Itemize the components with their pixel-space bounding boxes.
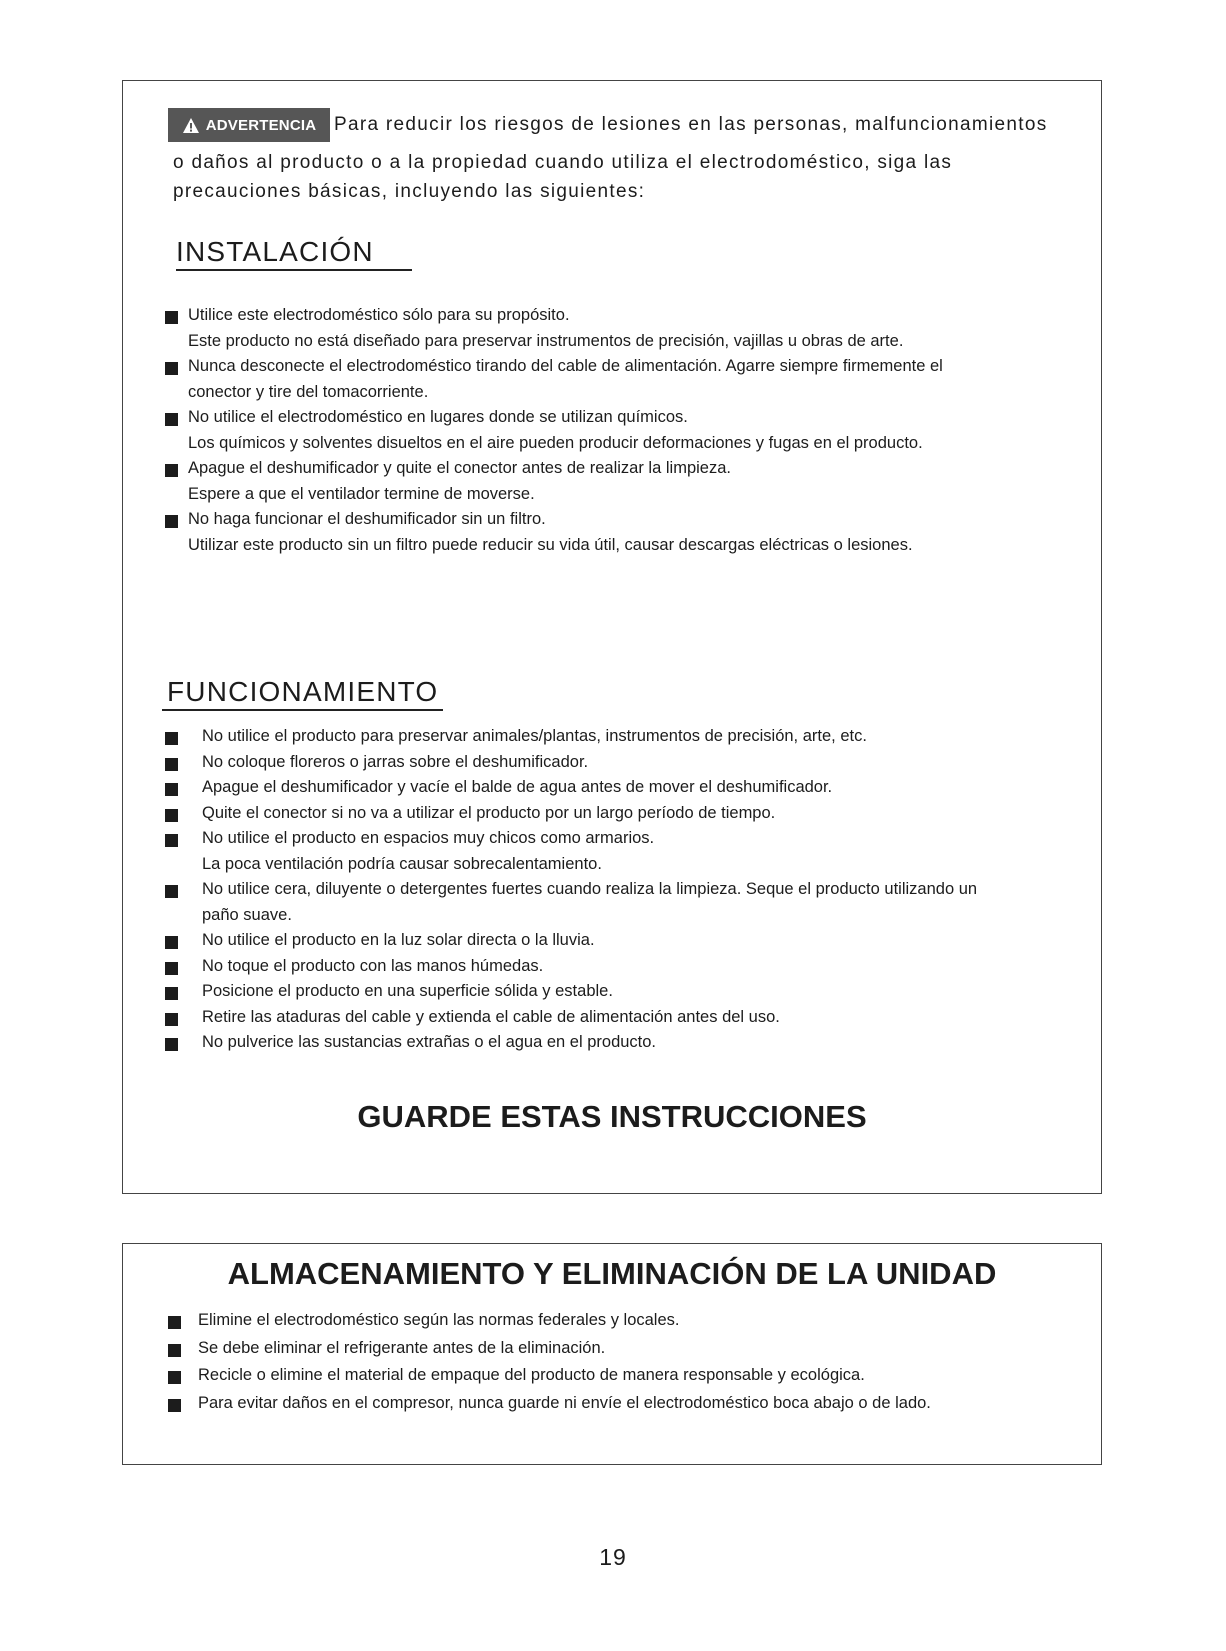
bullet-icon xyxy=(165,732,178,745)
list-item-line: Se debe eliminar el refrigerante antes de la eliminación. xyxy=(198,1338,606,1357)
instalacion-title: INSTALACIÓN xyxy=(176,236,374,267)
bullet-icon xyxy=(168,1316,181,1329)
list-item-line: No utilice el electrodoméstico en lugares donde se utilizan químicos. xyxy=(188,408,688,426)
bullet-icon xyxy=(165,962,178,975)
warning-badge xyxy=(168,108,330,142)
list-item-line: Quite el conector si no va a utilizar el producto por un largo período de tiempo. xyxy=(202,803,776,822)
list-item-line: Posicione el producto en una superficie sólida y estable. xyxy=(202,982,613,1000)
bullet-icon xyxy=(165,515,178,528)
list-item-line: No utilice el producto para preservar animales/plantas, instrumentos de precisión, arte, etc. xyxy=(202,727,867,745)
bullet-icon xyxy=(165,758,178,771)
warning-text-line-2: o daños al producto o a la propiedad cuando utiliza el electrodoméstico, siga las xyxy=(173,152,953,173)
warning-text-line-3: precauciones básicas, incluyendo las siguientes: xyxy=(173,181,646,202)
list-item-line: Los químicos y solventes disueltos en el aire pueden producir deformaciones y fugas en el producto. xyxy=(188,433,923,452)
list-item-line: Retire las ataduras del cable y extienda el cable de alimentación antes del uso. xyxy=(202,1007,780,1026)
funcionamiento-title: FUNCIONAMIENTO xyxy=(167,676,439,707)
list-item-line: No utilice cera, diluyente o detergentes fuertes cuando realiza la limpieza. Seque el producto utilizando un xyxy=(202,880,978,898)
list-item-line: Este producto no está diseñado para preservar instrumentos de precisión, vajillas u obras de arte. xyxy=(188,331,904,350)
bullet-icon xyxy=(165,362,178,375)
list-item-line: Apague el deshumificador y quite el conector antes de realizar la limpieza. xyxy=(188,459,731,477)
bullet-icon xyxy=(165,413,178,426)
bullet-icon xyxy=(165,936,178,949)
warning-triangle-icon xyxy=(182,117,200,134)
list-item-line: Utilizar este producto sin un filtro puede reducir su vida útil, causar descargas eléctricas o lesiones. xyxy=(188,535,913,554)
list-item-line: Recicle o elimine el material de empaque del producto de manera responsable y ecológica. xyxy=(198,1366,865,1384)
warning-badge-label: ADVERTENCIA xyxy=(205,116,317,134)
list-item-line: No toque el producto con las manos húmedas. xyxy=(202,956,544,975)
bullet-icon xyxy=(168,1344,181,1357)
bullet-icon xyxy=(165,834,178,847)
bullet-icon xyxy=(165,987,178,1000)
bullet-icon xyxy=(165,1013,178,1026)
list-item-line: La poca ventilación podría causar sobrecalentamiento. xyxy=(202,854,602,873)
list-item-line: Utilice este electrodoméstico sólo para su propósito. xyxy=(188,306,570,324)
bullet-icon xyxy=(165,311,178,324)
bullet-icon xyxy=(165,809,178,822)
list-item-line: Para evitar daños en el compresor, nunca guarde ni envíe el electrodoméstico boca abajo o de lado. xyxy=(198,1393,931,1412)
funcionamiento-title-underline xyxy=(162,709,443,711)
bullet-icon xyxy=(165,783,178,796)
list-item-line: No utilice el producto en espacios muy chicos como armarios. xyxy=(202,829,655,847)
page-number: 19 xyxy=(599,1544,627,1570)
save-instructions-heading: GUARDE ESTAS INSTRUCCIONES xyxy=(357,1099,867,1134)
list-item-line: No utilice el producto en la luz solar directa o la lluvia. xyxy=(202,931,595,949)
list-item-line: conector y tire del tomacorriente. xyxy=(188,382,429,401)
warning-text-line-1: Para reducir los riesgos de lesiones en las personas, malfuncionamientos xyxy=(334,114,1048,135)
list-item-line: paño suave. xyxy=(202,905,292,924)
bullet-icon xyxy=(168,1371,181,1384)
bullet-icon xyxy=(168,1399,181,1412)
almacenamiento-title: ALMACENAMIENTO Y ELIMINACIÓN DE LA UNIDAD xyxy=(227,1256,997,1291)
list-item-line: No pulverice las sustancias extrañas o el agua en el producto. xyxy=(202,1033,657,1051)
list-item-line: No coloque floreros o jarras sobre el deshumificador. xyxy=(202,752,589,771)
bullet-icon xyxy=(165,1038,178,1051)
list-item-line: Elimine el electrodoméstico según las normas federales y locales. xyxy=(198,1311,680,1329)
list-item-line: Apague el deshumificador y vacíe el balde de agua antes de mover el deshumificador. xyxy=(202,778,833,796)
list-item-line: Espere a que el ventilador termine de moverse. xyxy=(188,484,535,503)
instalacion-title-underline xyxy=(176,269,412,271)
bullet-icon xyxy=(165,885,178,898)
list-item-line: No haga funcionar el deshumificador sin un filtro. xyxy=(188,510,546,528)
bullet-icon xyxy=(165,464,178,477)
list-item-line: Nunca desconecte el electrodoméstico tirando del cable de alimentación. Agarre siempre firmemente el xyxy=(188,357,943,375)
